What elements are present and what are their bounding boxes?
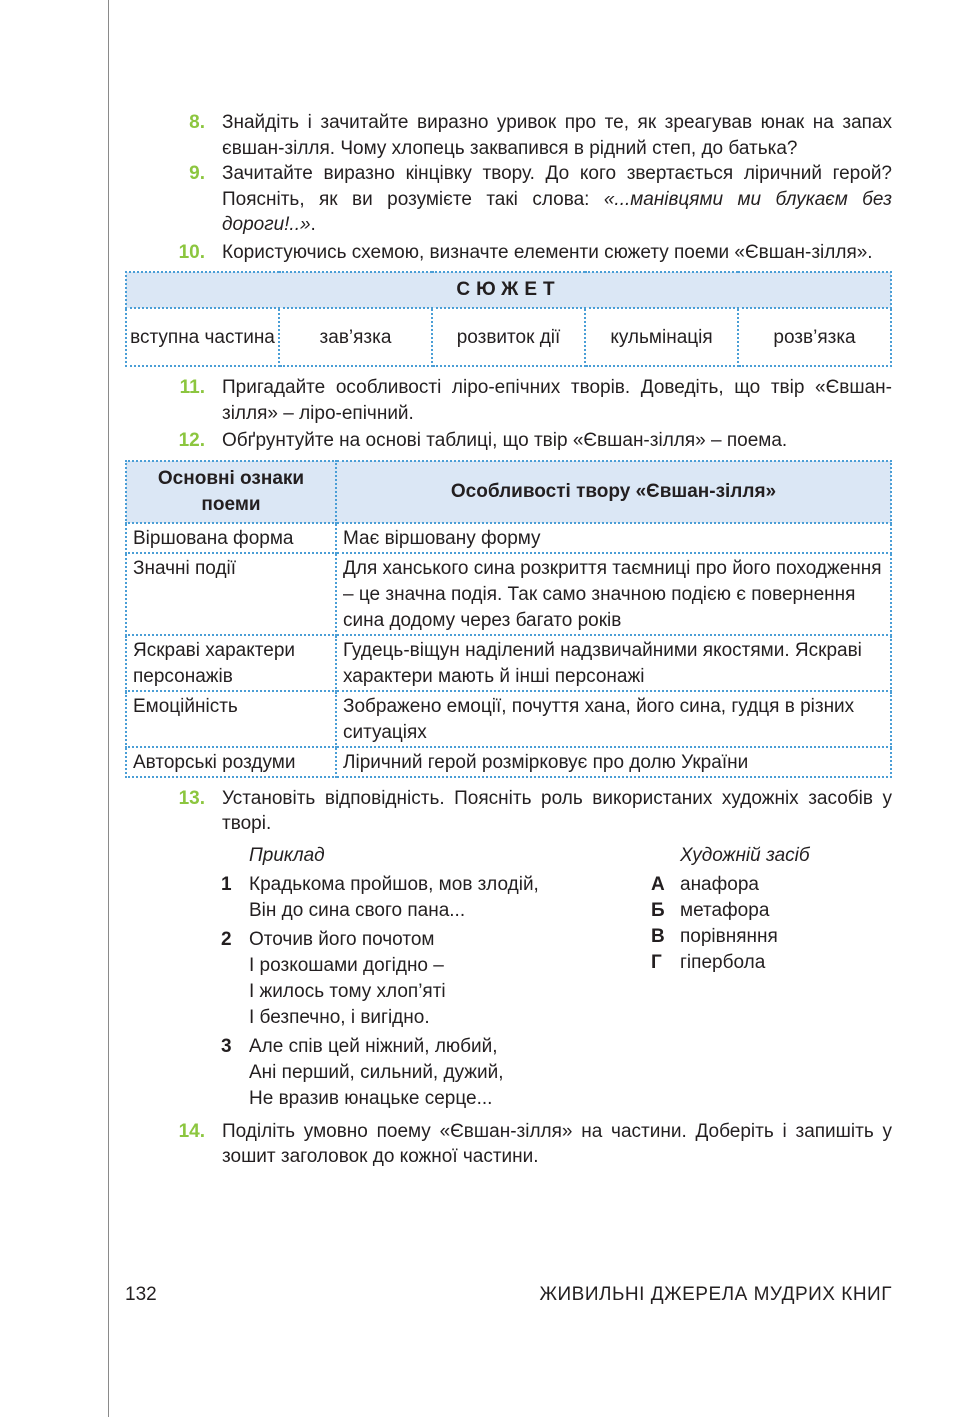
page-margin-line xyxy=(108,0,109,1417)
device-name: анафора xyxy=(680,873,759,895)
question-14 xyxy=(125,1119,892,1170)
example-line: Оточив його почотом xyxy=(249,928,435,950)
table-row xyxy=(126,635,891,691)
page-number: 132 xyxy=(125,1284,157,1305)
device-letter: Б xyxy=(651,899,665,921)
example-line: Крадькома пройшов, мов злодій, xyxy=(249,873,539,895)
example-number: 1 xyxy=(221,873,232,895)
question-text: Знайдіть і зачитайте виразно уривок про те, як зреагував юнак на запах євшан-зілля. Чому хлопець заквапився в рідний степ, до батька? xyxy=(222,112,892,159)
question-10 xyxy=(125,240,892,266)
page-content xyxy=(125,110,892,1170)
device-name: порівняння xyxy=(680,925,778,947)
plot-cell-intro: вступна частина xyxy=(126,308,279,366)
example-lines xyxy=(249,1034,504,1112)
question-number: 10. xyxy=(178,241,205,263)
example-lines xyxy=(249,872,539,924)
device-letter: В xyxy=(651,925,665,947)
running-title: ЖИВИЛЬНІ ДЖЕРЕЛА МУДРИХ КНИГ xyxy=(539,1284,892,1305)
plot-cell-resolution: розв’язка xyxy=(738,308,891,366)
example-line: І жилось тому хлоп’яті xyxy=(249,980,446,1002)
question-number: 11. xyxy=(179,377,205,398)
device-name: гіпербола xyxy=(680,951,766,973)
question-number: 12. xyxy=(178,430,205,451)
question-text-wrap xyxy=(222,161,892,238)
question-end: . xyxy=(310,214,316,235)
example-line: Він до сина свого пана... xyxy=(249,899,466,921)
question-number: 14. xyxy=(178,1120,205,1142)
table-row xyxy=(126,691,891,747)
question-quote: «...манівцями ми блукаєм без дороги!..» xyxy=(222,188,893,235)
feature-description: Гудець-віщун наділений надзвичайними якостями. Яскраві характери мають й інші персонажі xyxy=(336,635,891,691)
example-number: 3 xyxy=(221,1035,232,1057)
plot-table-header: СЮЖЕТ xyxy=(126,272,891,308)
feature-description: Для ханського сина розкриття таємниці про його походження – це значна подія. Так само значною подією є повернення сина додому через багато років xyxy=(336,553,891,635)
example-column-header: Приклад xyxy=(249,844,325,866)
device-letter: А xyxy=(651,873,665,895)
question-8 xyxy=(125,110,892,161)
example-line: І безпечно, і вигідно. xyxy=(249,1006,430,1028)
feature-description: Має віршовану форму xyxy=(336,523,891,553)
device-name: метафора xyxy=(680,899,770,921)
table-row xyxy=(126,747,891,777)
question-text: Обґрунтуйте на основі таблиці, що твір «Євшан-зілля» – поема. xyxy=(222,430,788,451)
example-line: Але спів цей ніжний, любий, xyxy=(249,1035,498,1057)
example-line: І розкошами догідно – xyxy=(249,954,444,976)
plot-table xyxy=(125,271,892,367)
question-9 xyxy=(125,161,892,238)
features-header-col1: Основні ознаки поеми xyxy=(126,461,336,523)
feature-description: Зображено емоції, почуття хана, його сина, гудця в різних ситуаціях xyxy=(336,691,891,747)
feature-name: Віршована форма xyxy=(126,523,336,553)
features-header-col2: Особливості твору «Євшан-зілля» xyxy=(336,461,891,523)
question-11 xyxy=(125,375,892,426)
example-number: 2 xyxy=(221,928,232,950)
question-text: Установіть відповідність. Поясніть роль використаних художніх засобів у творі. xyxy=(222,787,892,834)
features-table xyxy=(125,460,892,778)
question-text: Користуючись схемою, визначте елементи сюжету поеми «Євшан-зілля». xyxy=(222,241,873,263)
question-number: 9. xyxy=(189,163,205,184)
question-number: 8. xyxy=(189,112,205,133)
plot-cell-climax: кульмінація xyxy=(585,308,738,366)
feature-name: Значні події xyxy=(126,553,336,635)
feature-name: Авторські роздуми xyxy=(126,747,336,777)
feature-description: Ліричний герой розмірковує про долю України xyxy=(336,747,891,777)
matching-exercise xyxy=(125,843,892,1119)
question-12 xyxy=(125,428,892,454)
table-row xyxy=(126,523,891,553)
feature-name: Яскраві характери персонажів xyxy=(126,635,336,691)
plot-cell-development: розвиток дії xyxy=(432,308,585,366)
example-line: Не вразив юнацьке серце... xyxy=(249,1087,493,1109)
plot-cell-setup: зав’язка xyxy=(279,308,432,366)
question-text: Пригадайте особливості ліро-епічних творів. Доведіть, що твір «Євшан-зілля» – ліро-епічний. xyxy=(222,377,892,424)
device-column-header: Художній засіб xyxy=(680,844,810,866)
device-letter: Г xyxy=(651,951,662,973)
question-text: Зачитайте виразно кінцівку твору. До кого звертається ліричний герой? Поясніть, як ви розумієте такі слова: xyxy=(222,163,892,210)
question-13 xyxy=(125,786,892,837)
example-line: Ані перший, сильний, дужий, xyxy=(249,1061,504,1083)
question-number: 13. xyxy=(178,787,205,809)
example-lines xyxy=(249,927,446,1031)
table-row xyxy=(126,553,891,635)
question-text: Поділіть умовно поему «Євшан-зілля» на частини. Доберіть і запишіть у зошит заголовок до кожної частини. xyxy=(222,1120,892,1167)
feature-name: Емоційність xyxy=(126,691,336,747)
